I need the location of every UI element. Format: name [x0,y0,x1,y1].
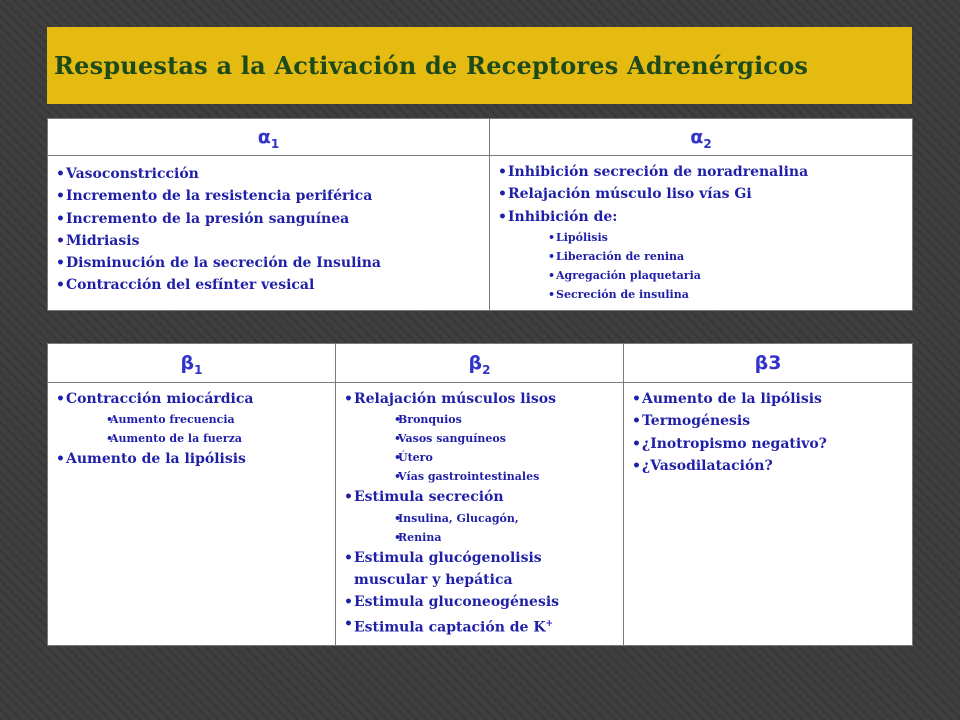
list-item: • Disminución de la secreción de Insulina [56,252,485,274]
beta1-cell [48,383,336,646]
list-item: • Aumento de la lipólisis [56,448,331,470]
list-item: • Estimula secreción [344,486,619,508]
sub-list-item: • Aumento frecuencia [56,410,331,429]
list-item: • Contracción miocárdica [56,388,331,410]
list-item: • Aumento de la lipólisis [632,388,908,410]
beta2-list [344,388,619,410]
slide-title: Respuestas a la Activación de Receptores Adrenérgicos [54,51,809,80]
sub-list-item: • Agregación plaquetaria [498,266,908,285]
list-item: • Relajación músculos lisos [344,388,619,410]
beta1-list [56,388,331,410]
beta-header-row [48,344,913,383]
beta2-cell [336,383,624,646]
beta1-sublist [56,410,331,448]
beta3-header: β3 [624,344,913,383]
sub-list-item: • Secreción de insulina [498,285,908,304]
beta3-list [632,388,908,477]
list-item: • Relajación músculo liso vías Gi [498,183,908,205]
list-item: • Incremento de la resistencia periférica [56,185,485,207]
beta2-list-2 [344,486,619,508]
beta-content-row [48,383,913,646]
list-item: • Vasoconstricción [56,163,485,185]
list-item: • Midriasis [56,230,485,252]
alpha2-header: $\alpha_2$ [490,119,913,156]
sub-list-item: • Vasos sanguíneos [344,429,619,448]
alpha1-list [56,163,485,297]
alpha-content-row [48,156,913,311]
list-item: • Inhibición de: [498,206,908,228]
alpha-header-row [48,119,913,156]
beta3-cell [624,383,913,646]
sub-list-item: • Renina [344,528,619,547]
list-item: • Estimula glucógenolisis muscular y hepática [344,547,619,592]
list-item: • Incremento de la presión sanguínea [56,208,485,230]
beta2-header: $\beta_2$ [336,344,624,383]
alpha-receptor-table [47,118,913,311]
list-item: • Contracción del esfínter vesical [56,274,485,296]
list-item: • ¿Vasodilatación? [632,455,908,477]
sub-list-item: • Liberación de renina [498,247,908,266]
beta2-sublist [344,410,619,486]
beta2-list-3 [344,547,619,640]
list-item: • Estimula captación de K+ [344,613,619,639]
list-item: • Termogénesis [632,410,908,432]
sub-list-item: • Lipólisis [498,228,908,247]
sub-list-item: • Aumento de la fuerza [56,429,331,448]
sub-list-item: • Insulina, Glucagón, [344,509,619,528]
alpha1-cell [48,156,490,311]
sub-list-item: • Vías gastrointestinales [344,467,619,486]
beta1-header: $\beta_1$ [48,344,336,383]
beta-receptor-table [47,343,913,646]
sub-list-item: • Bronquios [344,410,619,429]
list-item: • ¿Inotropismo negativo? [632,433,908,455]
alpha2-sublist [498,228,908,304]
alpha2-cell [490,156,913,311]
beta2-sublist-2 [344,509,619,547]
sub-list-item: • Útero [344,448,619,467]
alpha2-list [498,161,908,228]
alpha1-header: $\alpha_1$ [48,119,490,156]
list-item: • Inhibición secreción de noradrenalina [498,161,908,183]
beta1-list-continued [56,448,331,470]
list-item: • Estimula gluconeogénesis [344,591,619,613]
